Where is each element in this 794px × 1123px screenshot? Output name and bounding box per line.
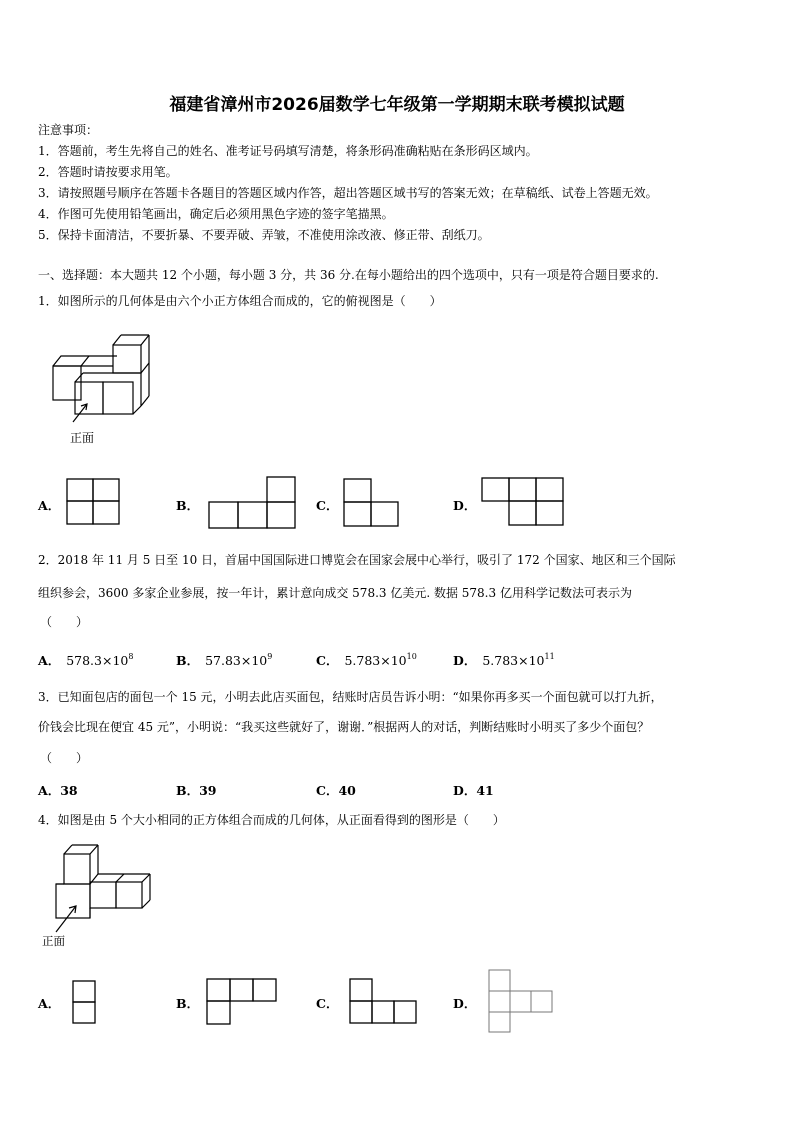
q1-option-d-figure[interactable] xyxy=(481,477,565,527)
q2-option-b-exp: 9 xyxy=(267,652,273,661)
q2-option-c-label: C． xyxy=(316,653,339,668)
q3-option-c[interactable]: C．40 xyxy=(316,783,356,798)
q1-option-b-label: B． xyxy=(176,498,200,513)
q3-option-b[interactable]: B．39 xyxy=(176,783,217,798)
question-3-stem: 3．已知面包店的面包一个 15 元，小明去此店买面包，结账时店员告诉小明：“如果你再多买一个面包就可以打九折， xyxy=(38,690,663,704)
q4-option-a-figure[interactable] xyxy=(72,980,98,1026)
q4-option-b-figure[interactable] xyxy=(206,978,280,1028)
q3-option-d[interactable]: D．41 xyxy=(453,783,494,798)
question-3-answer-paren: （ ） xyxy=(40,751,89,765)
q2-option-c[interactable] xyxy=(316,651,417,669)
q2-option-d-base: 5.783×10 xyxy=(482,653,545,668)
page-title: 福建省漳州市2026届数学七年级第一学期期末联考模拟试题 xyxy=(169,95,625,115)
question-2-stem-line2: 组织参会，3600 多家企业参展，按一年计，累计意向成交 578.3 亿美元. 数据 578.3 亿用科学记数法可表示为 xyxy=(38,586,632,600)
q2-option-d-exp: 11 xyxy=(544,652,555,661)
q4-option-c-figure[interactable] xyxy=(349,978,417,1026)
q4-option-c-label: C． xyxy=(316,996,339,1011)
q2-option-c-exp: 10 xyxy=(406,652,417,661)
question-2-stem: 2．2018 年 11 月 5 日至 10 日，首届中国国际进口博览会在国家会展中心举行，吸引了 172 个国家、地区和三个国际 xyxy=(38,553,676,567)
notice-item: 3．请按照题号顺序在答题卡各题目的答题区域内作答，超出答题区域书写的答案无效；在草稿纸、试卷上答题无效。 xyxy=(38,186,658,200)
q2-option-a-base: 578.3×10 xyxy=(66,653,129,668)
q1-option-d-label: D． xyxy=(453,498,477,513)
q4-solid-figure xyxy=(50,840,160,940)
q1-option-a-label: A． xyxy=(38,498,61,513)
q2-option-b-label: B． xyxy=(176,653,200,668)
q2-option-c-base: 5.783×10 xyxy=(344,653,407,668)
q4-option-d-label: D． xyxy=(453,996,477,1011)
q3-option-a[interactable]: A．38 xyxy=(38,783,78,798)
q2-option-a[interactable] xyxy=(38,651,133,669)
notice-item: 2．答题时请按要求用笔。 xyxy=(38,165,178,179)
question-1-stem: 1．如图所示的几何体是由六个小正方体组合而成的，它的俯视图是（ ） xyxy=(38,294,442,308)
q1-solid-figure xyxy=(45,330,165,430)
notice-heading: 注意事项： xyxy=(38,123,99,137)
q2-option-d[interactable] xyxy=(453,651,555,669)
notice-item: 5．保持卡面清洁，不要折暴、不要弄破、弄皱，不准使用涂改液、修正带、刮纸刀。 xyxy=(38,228,490,242)
notice-item: 4．作图可先使用铅笔画出，确定后必须用黑色字迹的签字笔描黑。 xyxy=(38,207,394,221)
q1-front-label: 正面 xyxy=(70,431,95,445)
q1-option-c-label: C． xyxy=(316,498,339,513)
q2-option-a-label: A． xyxy=(38,653,61,668)
q2-option-b-base: 57.83×10 xyxy=(205,653,268,668)
q1-option-b-figure[interactable] xyxy=(207,476,299,530)
question-3-stem-line2: 价钱会比现在便宜 45 元”，小明说：“我买这些就好了，谢谢．”根据两人的对话，判断结账时小明买了多少个面包？ xyxy=(38,720,650,734)
q4-option-b-label: B． xyxy=(176,996,200,1011)
q1-option-a-figure[interactable] xyxy=(66,478,120,526)
section-heading: 一、选择题：本大题共 12 个小题，每小题 3 分，共 36 分.在每小题给出的四个选项中，只有一项是符合题目要求的. xyxy=(38,268,659,282)
question-4-stem: 4．如图是由 5 个大小相同的正方体组合而成的几何体，从正面看得到的图形是（ ） xyxy=(38,813,505,827)
q4-option-a-label: A． xyxy=(38,996,61,1011)
notice-item: 1．答题前，考生先将自己的姓名、准考证号码填写清楚，将条形码准确粘贴在条形码区域内。 xyxy=(38,144,538,158)
q2-option-b[interactable] xyxy=(176,651,272,669)
q4-option-d-figure[interactable] xyxy=(487,968,555,1034)
q1-option-c-figure[interactable] xyxy=(343,478,399,528)
q4-front-label: 正面 xyxy=(42,934,65,948)
q2-option-d-label: D． xyxy=(453,653,477,668)
question-2-answer-paren: （ ） xyxy=(40,615,89,629)
q2-option-a-exp: 8 xyxy=(128,652,134,661)
